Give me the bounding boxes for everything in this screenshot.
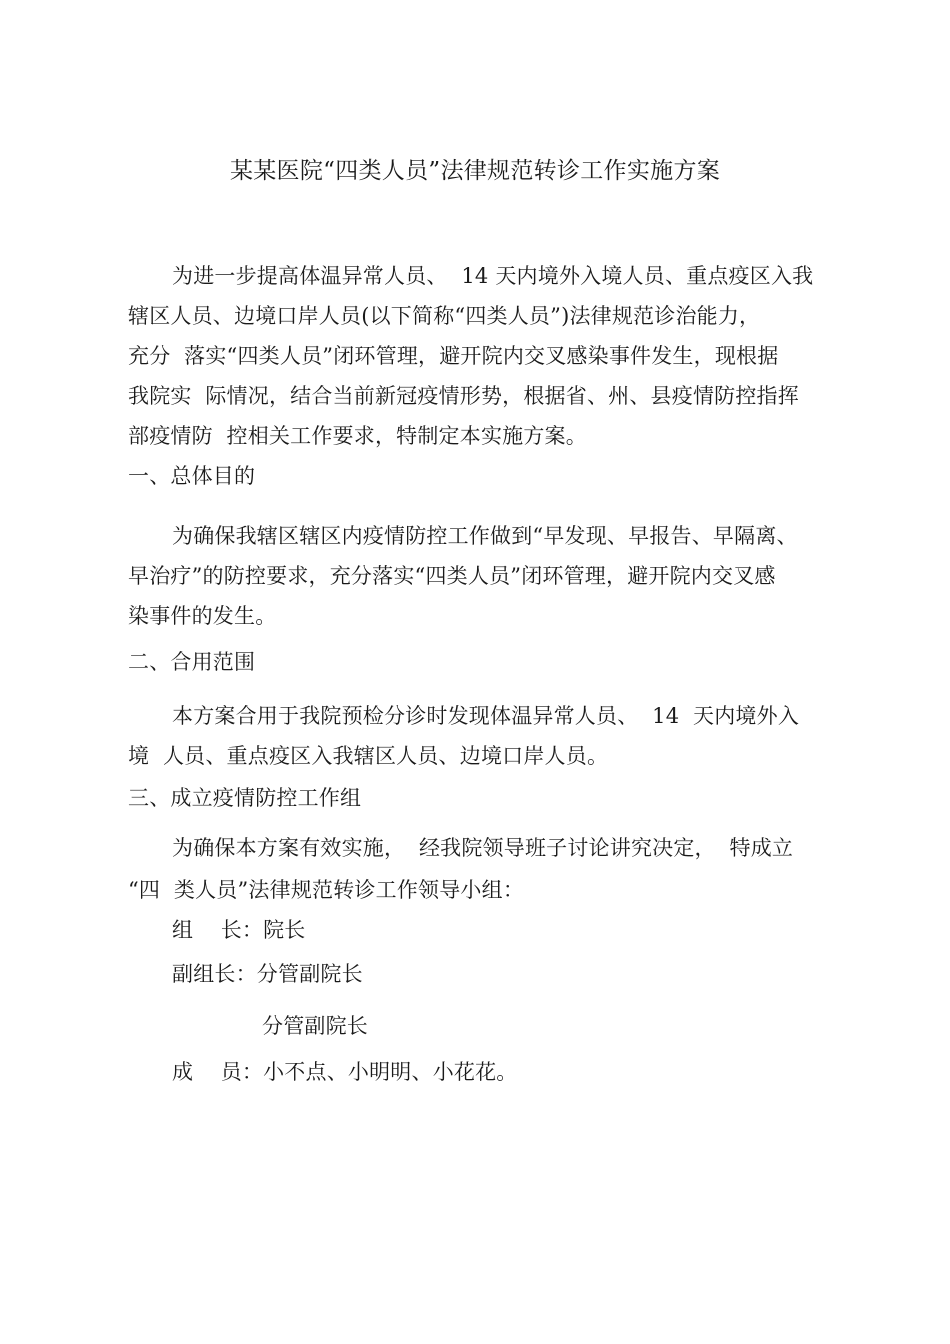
team-line-2: “四 类人员”法律规范转诊工作领导小组： bbox=[128, 878, 525, 902]
team-member-deputy: 副组长：分管副院长 bbox=[172, 962, 363, 986]
intro-line-3: 充分 落实“四类人员”闭环管理，避开院内交叉感染事件发生，现根据 bbox=[128, 344, 779, 368]
scope-line-2: 境 人员、重点疫区入我辖区人员、边境口岸人员。 bbox=[128, 744, 609, 768]
intro-line-4: 我院实 际情况，结合当前新冠疫情形势，根据省、州、县疫情防控指挥 bbox=[128, 384, 799, 408]
section-heading-scope: 二、合用范围 bbox=[128, 650, 256, 674]
goal-line-3: 染事件的发生。 bbox=[128, 604, 277, 628]
goal-line-2: 早治疗”的防控要求，充分落实“四类人员”闭环管理，避开院内交叉感 bbox=[128, 564, 776, 588]
intro-line-5: 部疫情防 控相关工作要求，特制定本实施方案。 bbox=[128, 424, 587, 448]
document-title: 某某医院“四类人员”法律规范转诊工作实施方案 bbox=[229, 158, 721, 184]
team-member-deputy-2: 分管副院长 bbox=[262, 1014, 368, 1038]
intro-line-1: 为进一步提高体温异常人员、 14 天内境外入境人员、重点疫区入我 bbox=[172, 264, 814, 288]
goal-line-1: 为确保我辖区辖区内疫情防控工作做到“早发现、早报告、早隔离、 bbox=[172, 524, 798, 548]
team-member-staff: 成 员：小不点、小明明、小花花。 bbox=[172, 1060, 518, 1084]
section-heading-team: 三、成立疫情防控工作组 bbox=[128, 786, 362, 810]
scope-line-1: 本方案合用于我院预检分诊时发现体温异常人员、 14 天内境外入 bbox=[172, 704, 800, 728]
team-line-1: 为确保本方案有效实施， 经我院领导班子讨论讲究决定， 特成立 bbox=[172, 836, 794, 860]
section-heading-goal: 一、总体目的 bbox=[128, 464, 256, 488]
intro-line-2: 辖区人员、边境口岸人员(以下简称“四类人员”)法律规范诊治能力， bbox=[128, 304, 761, 328]
team-member-leader: 组 长：院长 bbox=[172, 918, 306, 942]
